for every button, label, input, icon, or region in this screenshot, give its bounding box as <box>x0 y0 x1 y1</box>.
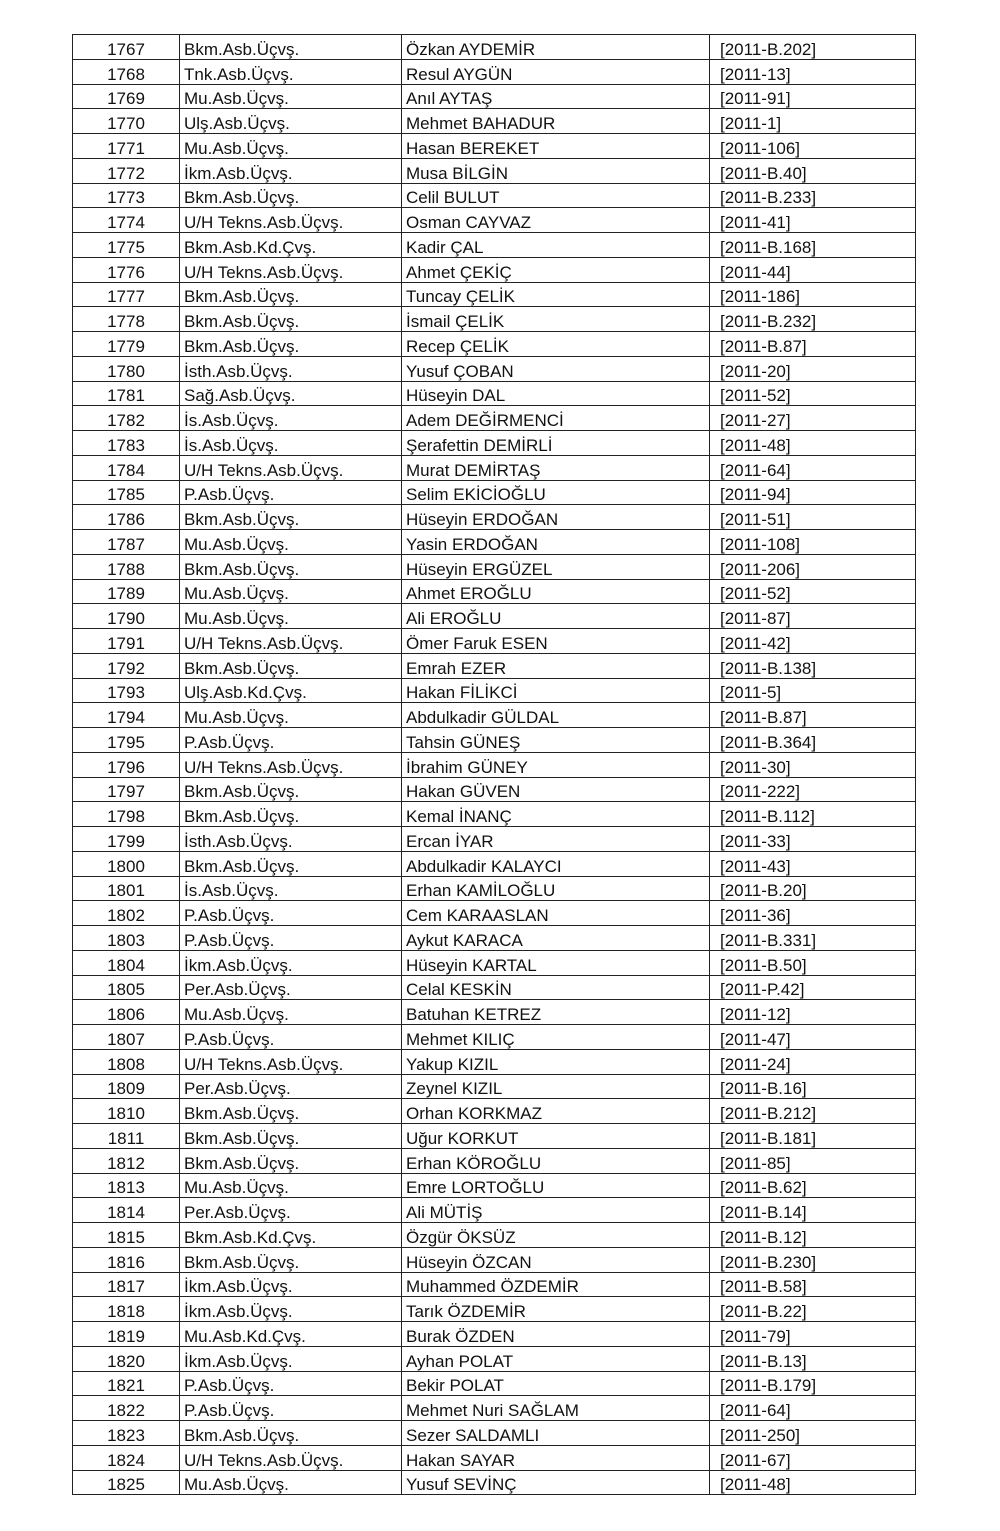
row-number-cell: 1809 <box>73 1074 180 1099</box>
row-number-cell: 1795 <box>73 728 180 753</box>
row-number-cell: 1813 <box>73 1173 180 1198</box>
row-number-cell: 1786 <box>73 505 180 530</box>
table-row <box>73 777 916 802</box>
table-row <box>73 233 916 258</box>
rank-cell: İkm.Asb.Üçvş. <box>180 950 402 975</box>
rank-cell: Bkm.Asb.Üçvş. <box>180 183 402 208</box>
rank-cell: U/H Tekns.Asb.Üçvş. <box>180 1049 402 1074</box>
rank-cell: P.Asb.Üçvş. <box>180 1025 402 1050</box>
full-name-cell: Yakup KIZIL <box>402 1049 710 1074</box>
reference-code-cell: [2011-64] <box>710 1396 916 1421</box>
reference-code-cell: [2011-B.331] <box>710 926 916 951</box>
reference-code-cell: [2011-B.232] <box>710 307 916 332</box>
table-row <box>73 1148 916 1173</box>
row-number-cell: 1794 <box>73 703 180 728</box>
reference-code-cell: [2011-91] <box>710 84 916 109</box>
row-number-cell: 1776 <box>73 257 180 282</box>
full-name-cell: Tahsin GÜNEŞ <box>402 728 710 753</box>
table-row <box>73 35 916 60</box>
table-row <box>73 1198 916 1223</box>
full-name-cell: Abdulkadir GÜLDAL <box>402 703 710 728</box>
row-number-cell: 1772 <box>73 158 180 183</box>
table-row <box>73 59 916 84</box>
full-name-cell: Aykut KARACA <box>402 926 710 951</box>
reference-code-cell: [2011-13] <box>710 59 916 84</box>
reference-code-cell: [2011-B.138] <box>710 653 916 678</box>
table-row <box>73 1099 916 1124</box>
rank-cell: P.Asb.Üçvş. <box>180 1371 402 1396</box>
full-name-cell: Hüseyin ERGÜZEL <box>402 554 710 579</box>
reference-code-cell: [2011-12] <box>710 1000 916 1025</box>
row-number-cell: 1792 <box>73 653 180 678</box>
table-row <box>73 876 916 901</box>
rank-cell: Bkm.Asb.Üçvş. <box>180 1099 402 1124</box>
reference-code-cell: [2011-42] <box>710 629 916 654</box>
row-number-cell: 1814 <box>73 1198 180 1223</box>
row-number-cell: 1807 <box>73 1025 180 1050</box>
rank-cell: Bkm.Asb.Üçvş. <box>180 653 402 678</box>
full-name-cell: İbrahim GÜNEY <box>402 752 710 777</box>
table-row <box>73 1247 916 1272</box>
reference-code-cell: [2011-222] <box>710 777 916 802</box>
table-row <box>73 1025 916 1050</box>
table-row <box>73 158 916 183</box>
rank-cell: P.Asb.Üçvş. <box>180 926 402 951</box>
table-row <box>73 1223 916 1248</box>
reference-code-cell: [2011-51] <box>710 505 916 530</box>
full-name-cell: Muhammed ÖZDEMİR <box>402 1272 710 1297</box>
table-row <box>73 703 916 728</box>
rank-cell: İsth.Asb.Üçvş. <box>180 827 402 852</box>
full-name-cell: Emre LORTOĞLU <box>402 1173 710 1198</box>
full-name-cell: Selim EKİCİOĞLU <box>402 480 710 505</box>
reference-code-cell: [2011-24] <box>710 1049 916 1074</box>
table-row <box>73 257 916 282</box>
table-row <box>73 1371 916 1396</box>
full-name-cell: İsmail ÇELİK <box>402 307 710 332</box>
table-row <box>73 1470 916 1495</box>
rank-cell: Bkm.Asb.Üçvş. <box>180 35 402 60</box>
table-row <box>73 1049 916 1074</box>
reference-code-cell: [2011-B.13] <box>710 1346 916 1371</box>
reference-code-cell: [2011-44] <box>710 257 916 282</box>
full-name-cell: Mehmet KILIÇ <box>402 1025 710 1050</box>
table-row <box>73 728 916 753</box>
rank-cell: Bkm.Asb.Üçvş. <box>180 282 402 307</box>
rank-cell: Bkm.Asb.Kd.Çvş. <box>180 233 402 258</box>
reference-code-cell: [2011-B.212] <box>710 1099 916 1124</box>
rank-cell: Per.Asb.Üçvş. <box>180 1074 402 1099</box>
reference-code-cell: [2011-206] <box>710 554 916 579</box>
rank-cell: U/H Tekns.Asb.Üçvş. <box>180 752 402 777</box>
reference-code-cell: [2011-30] <box>710 752 916 777</box>
row-number-cell: 1771 <box>73 134 180 159</box>
table-row <box>73 406 916 431</box>
reference-code-cell: [2011-33] <box>710 827 916 852</box>
table-row <box>73 480 916 505</box>
personnel-table <box>72 34 916 1495</box>
full-name-cell: Ercan İYAR <box>402 827 710 852</box>
rank-cell: U/H Tekns.Asb.Üçvş. <box>180 629 402 654</box>
row-number-cell: 1815 <box>73 1223 180 1248</box>
rank-cell: Sağ.Asb.Üçvş. <box>180 381 402 406</box>
row-number-cell: 1769 <box>73 84 180 109</box>
row-number-cell: 1806 <box>73 1000 180 1025</box>
rank-cell: Mu.Asb.Üçvş. <box>180 84 402 109</box>
row-number-cell: 1798 <box>73 802 180 827</box>
table-row <box>73 1074 916 1099</box>
table-row <box>73 678 916 703</box>
reference-code-cell: [2011-250] <box>710 1421 916 1446</box>
row-number-cell: 1820 <box>73 1346 180 1371</box>
row-number-cell: 1774 <box>73 208 180 233</box>
full-name-cell: Ahmet ÇEKİÇ <box>402 257 710 282</box>
full-name-cell: Hüseyin ÖZCAN <box>402 1247 710 1272</box>
row-number-cell: 1805 <box>73 975 180 1000</box>
full-name-cell: Anıl AYTAŞ <box>402 84 710 109</box>
full-name-cell: Adem DEĞİRMENCİ <box>402 406 710 431</box>
rank-cell: Mu.Asb.Üçvş. <box>180 134 402 159</box>
table-row <box>73 208 916 233</box>
full-name-cell: Hüseyin KARTAL <box>402 950 710 975</box>
reference-code-cell: [2011-87] <box>710 604 916 629</box>
row-number-cell: 1788 <box>73 554 180 579</box>
full-name-cell: Kemal İNANÇ <box>402 802 710 827</box>
rank-cell: Mu.Asb.Üçvş. <box>180 604 402 629</box>
full-name-cell: Tarık ÖZDEMİR <box>402 1297 710 1322</box>
full-name-cell: Resul AYGÜN <box>402 59 710 84</box>
row-number-cell: 1783 <box>73 431 180 456</box>
rank-cell: Mu.Asb.Üçvş. <box>180 1000 402 1025</box>
full-name-cell: Abdulkadir KALAYCI <box>402 851 710 876</box>
table-row <box>73 455 916 480</box>
rank-cell: P.Asb.Üçvş. <box>180 1396 402 1421</box>
reference-code-cell: [2011-48] <box>710 431 916 456</box>
rank-cell: Bkm.Asb.Üçvş. <box>180 1148 402 1173</box>
full-name-cell: Uğur KORKUT <box>402 1124 710 1149</box>
table-row <box>73 827 916 852</box>
full-name-cell: Batuhan KETREZ <box>402 1000 710 1025</box>
full-name-cell: Cem KARAASLAN <box>402 901 710 926</box>
row-number-cell: 1824 <box>73 1445 180 1470</box>
row-number-cell: 1819 <box>73 1322 180 1347</box>
reference-code-cell: [2011-B.20] <box>710 876 916 901</box>
full-name-cell: Yusuf ÇOBAN <box>402 356 710 381</box>
row-number-cell: 1785 <box>73 480 180 505</box>
rank-cell: İs.Asb.Üçvş. <box>180 406 402 431</box>
row-number-cell: 1796 <box>73 752 180 777</box>
full-name-cell: Yasin ERDOĞAN <box>402 530 710 555</box>
row-number-cell: 1789 <box>73 579 180 604</box>
full-name-cell: Hakan GÜVEN <box>402 777 710 802</box>
row-number-cell: 1782 <box>73 406 180 431</box>
table-row <box>73 752 916 777</box>
rank-cell: Bkm.Asb.Üçvş. <box>180 1247 402 1272</box>
reference-code-cell: [2011-64] <box>710 455 916 480</box>
reference-code-cell: [2011-B.87] <box>710 332 916 357</box>
reference-code-cell: [2011-108] <box>710 530 916 555</box>
reference-code-cell: [2011-41] <box>710 208 916 233</box>
row-number-cell: 1825 <box>73 1470 180 1495</box>
table-row <box>73 579 916 604</box>
reference-code-cell: [2011-B.202] <box>710 35 916 60</box>
full-name-cell: Hakan SAYAR <box>402 1445 710 1470</box>
row-number-cell: 1780 <box>73 356 180 381</box>
reference-code-cell: [2011-B.14] <box>710 1198 916 1223</box>
row-number-cell: 1779 <box>73 332 180 357</box>
table-row <box>73 1124 916 1149</box>
rank-cell: Per.Asb.Üçvş. <box>180 975 402 1000</box>
row-number-cell: 1822 <box>73 1396 180 1421</box>
row-number-cell: 1768 <box>73 59 180 84</box>
row-number-cell: 1800 <box>73 851 180 876</box>
rank-cell: Tnk.Asb.Üçvş. <box>180 59 402 84</box>
table-row <box>73 431 916 456</box>
table-row <box>73 505 916 530</box>
rank-cell: Bkm.Asb.Üçvş. <box>180 332 402 357</box>
reference-code-cell: [2011-186] <box>710 282 916 307</box>
full-name-cell: Özgür ÖKSÜZ <box>402 1223 710 1248</box>
row-number-cell: 1787 <box>73 530 180 555</box>
reference-code-cell: [2011-48] <box>710 1470 916 1495</box>
reference-code-cell: [2011-85] <box>710 1148 916 1173</box>
full-name-cell: Zeynel KIZIL <box>402 1074 710 1099</box>
row-number-cell: 1804 <box>73 950 180 975</box>
full-name-cell: Hüseyin DAL <box>402 381 710 406</box>
row-number-cell: 1775 <box>73 233 180 258</box>
table-row <box>73 1445 916 1470</box>
reference-code-cell: [2011-47] <box>710 1025 916 1050</box>
table-row <box>73 84 916 109</box>
table-row <box>73 307 916 332</box>
full-name-cell: Tuncay ÇELİK <box>402 282 710 307</box>
row-number-cell: 1801 <box>73 876 180 901</box>
reference-code-cell: [2011-1] <box>710 109 916 134</box>
table-row <box>73 653 916 678</box>
full-name-cell: Mehmet BAHADUR <box>402 109 710 134</box>
table-row <box>73 1322 916 1347</box>
reference-code-cell: [2011-20] <box>710 356 916 381</box>
full-name-cell: Ayhan POLAT <box>402 1346 710 1371</box>
reference-code-cell: [2011-B.179] <box>710 1371 916 1396</box>
full-name-cell: Mehmet Nuri SAĞLAM <box>402 1396 710 1421</box>
reference-code-cell: [2011-52] <box>710 579 916 604</box>
row-number-cell: 1802 <box>73 901 180 926</box>
rank-cell: Mu.Asb.Üçvş. <box>180 579 402 604</box>
reference-code-cell: [2011-106] <box>710 134 916 159</box>
full-name-cell: Sezer SALDAMLI <box>402 1421 710 1446</box>
rank-cell: İsth.Asb.Üçvş. <box>180 356 402 381</box>
rank-cell: P.Asb.Üçvş. <box>180 728 402 753</box>
full-name-cell: Bekir POLAT <box>402 1371 710 1396</box>
table-row <box>73 851 916 876</box>
full-name-cell: Hüseyin ERDOĞAN <box>402 505 710 530</box>
table-row <box>73 629 916 654</box>
rank-cell: U/H Tekns.Asb.Üçvş. <box>180 257 402 282</box>
rank-cell: Bkm.Asb.Üçvş. <box>180 554 402 579</box>
rank-cell: Bkm.Asb.Üçvş. <box>180 1421 402 1446</box>
full-name-cell: Celal KESKİN <box>402 975 710 1000</box>
reference-code-cell: [2011-94] <box>710 480 916 505</box>
table-row <box>73 1000 916 1025</box>
reference-code-cell: [2011-B.58] <box>710 1272 916 1297</box>
row-number-cell: 1816 <box>73 1247 180 1272</box>
rank-cell: Mu.Asb.Kd.Çvş. <box>180 1322 402 1347</box>
full-name-cell: Musa BİLGİN <box>402 158 710 183</box>
rank-cell: Mu.Asb.Üçvş. <box>180 1173 402 1198</box>
table-row <box>73 356 916 381</box>
full-name-cell: Şerafettin DEMİRLİ <box>402 431 710 456</box>
row-number-cell: 1808 <box>73 1049 180 1074</box>
full-name-cell: Erhan KÖROĞLU <box>402 1148 710 1173</box>
reference-code-cell: [2011-43] <box>710 851 916 876</box>
row-number-cell: 1823 <box>73 1421 180 1446</box>
reference-code-cell: [2011-B.12] <box>710 1223 916 1248</box>
table-row <box>73 926 916 951</box>
reference-code-cell: [2011-B.168] <box>710 233 916 258</box>
full-name-cell: Erhan KAMİLOĞLU <box>402 876 710 901</box>
reference-code-cell: [2011-5] <box>710 678 916 703</box>
rank-cell: Per.Asb.Üçvş. <box>180 1198 402 1223</box>
row-number-cell: 1781 <box>73 381 180 406</box>
full-name-cell: Ali MÜTİŞ <box>402 1198 710 1223</box>
table-row <box>73 109 916 134</box>
table-row <box>73 134 916 159</box>
reference-code-cell: [2011-B.364] <box>710 728 916 753</box>
rank-cell: Ulş.Asb.Üçvş. <box>180 109 402 134</box>
full-name-cell: Murat DEMİRTAŞ <box>402 455 710 480</box>
table-row <box>73 282 916 307</box>
rank-cell: U/H Tekns.Asb.Üçvş. <box>180 455 402 480</box>
full-name-cell: Recep ÇELİK <box>402 332 710 357</box>
rank-cell: Bkm.Asb.Üçvş. <box>180 777 402 802</box>
reference-code-cell: [2011-27] <box>710 406 916 431</box>
reference-code-cell: [2011-36] <box>710 901 916 926</box>
full-name-cell: Celil BULUT <box>402 183 710 208</box>
table-row <box>73 1421 916 1446</box>
rank-cell: İs.Asb.Üçvş. <box>180 876 402 901</box>
row-number-cell: 1777 <box>73 282 180 307</box>
row-number-cell: 1790 <box>73 604 180 629</box>
rank-cell: U/H Tekns.Asb.Üçvş. <box>180 1445 402 1470</box>
row-number-cell: 1791 <box>73 629 180 654</box>
full-name-cell: Burak ÖZDEN <box>402 1322 710 1347</box>
rank-cell: Mu.Asb.Üçvş. <box>180 530 402 555</box>
full-name-cell: Ahmet EROĞLU <box>402 579 710 604</box>
rank-cell: P.Asb.Üçvş. <box>180 480 402 505</box>
rank-cell: Mu.Asb.Üçvş. <box>180 1470 402 1495</box>
rank-cell: P.Asb.Üçvş. <box>180 901 402 926</box>
table-row <box>73 554 916 579</box>
full-name-cell: Osman CAYVAZ <box>402 208 710 233</box>
row-number-cell: 1797 <box>73 777 180 802</box>
row-number-cell: 1773 <box>73 183 180 208</box>
rank-cell: İkm.Asb.Üçvş. <box>180 1297 402 1322</box>
reference-code-cell: [2011-79] <box>710 1322 916 1347</box>
full-name-cell: Ömer Faruk ESEN <box>402 629 710 654</box>
row-number-cell: 1821 <box>73 1371 180 1396</box>
full-name-cell: Hakan FİLİKCİ <box>402 678 710 703</box>
row-number-cell: 1770 <box>73 109 180 134</box>
row-number-cell: 1810 <box>73 1099 180 1124</box>
full-name-cell: Hasan BEREKET <box>402 134 710 159</box>
reference-code-cell: [2011-B.112] <box>710 802 916 827</box>
table-row <box>73 802 916 827</box>
row-number-cell: 1803 <box>73 926 180 951</box>
row-number-cell: 1817 <box>73 1272 180 1297</box>
table-row <box>73 1173 916 1198</box>
row-number-cell: 1784 <box>73 455 180 480</box>
rank-cell: İkm.Asb.Üçvş. <box>180 158 402 183</box>
row-number-cell: 1799 <box>73 827 180 852</box>
rank-cell: Bkm.Asb.Üçvş. <box>180 851 402 876</box>
reference-code-cell: [2011-P.42] <box>710 975 916 1000</box>
rank-cell: Mu.Asb.Üçvş. <box>180 703 402 728</box>
full-name-cell: Orhan KORKMAZ <box>402 1099 710 1124</box>
rank-cell: Bkm.Asb.Üçvş. <box>180 1124 402 1149</box>
table-row <box>73 530 916 555</box>
personnel-table-body <box>73 35 916 1495</box>
table-row <box>73 381 916 406</box>
reference-code-cell: [2011-52] <box>710 381 916 406</box>
row-number-cell: 1811 <box>73 1124 180 1149</box>
rank-cell: Bkm.Asb.Kd.Çvş. <box>180 1223 402 1248</box>
table-row <box>73 950 916 975</box>
rank-cell: İs.Asb.Üçvş. <box>180 431 402 456</box>
full-name-cell: Ali EROĞLU <box>402 604 710 629</box>
table-row <box>73 1272 916 1297</box>
reference-code-cell: [2011-B.87] <box>710 703 916 728</box>
table-row <box>73 975 916 1000</box>
reference-code-cell: [2011-B.40] <box>710 158 916 183</box>
full-name-cell: Özkan AYDEMİR <box>402 35 710 60</box>
reference-code-cell: [2011-B.62] <box>710 1173 916 1198</box>
full-name-cell: Kadir ÇAL <box>402 233 710 258</box>
table-row <box>73 183 916 208</box>
table-row <box>73 1396 916 1421</box>
reference-code-cell: [2011-B.233] <box>710 183 916 208</box>
table-row <box>73 332 916 357</box>
rank-cell: Ulş.Asb.Kd.Çvş. <box>180 678 402 703</box>
row-number-cell: 1767 <box>73 35 180 60</box>
reference-code-cell: [2011-B.181] <box>710 1124 916 1149</box>
table-row <box>73 901 916 926</box>
rank-cell: Bkm.Asb.Üçvş. <box>180 307 402 332</box>
row-number-cell: 1812 <box>73 1148 180 1173</box>
table-row <box>73 1346 916 1371</box>
rank-cell: İkm.Asb.Üçvş. <box>180 1272 402 1297</box>
rank-cell: Bkm.Asb.Üçvş. <box>180 505 402 530</box>
row-number-cell: 1778 <box>73 307 180 332</box>
reference-code-cell: [2011-B.50] <box>710 950 916 975</box>
full-name-cell: Yusuf SEVİNÇ <box>402 1470 710 1495</box>
rank-cell: U/H Tekns.Asb.Üçvş. <box>180 208 402 233</box>
reference-code-cell: [2011-B.16] <box>710 1074 916 1099</box>
row-number-cell: 1818 <box>73 1297 180 1322</box>
table-row <box>73 604 916 629</box>
full-name-cell: Emrah EZER <box>402 653 710 678</box>
reference-code-cell: [2011-B.230] <box>710 1247 916 1272</box>
rank-cell: Bkm.Asb.Üçvş. <box>180 802 402 827</box>
rank-cell: İkm.Asb.Üçvş. <box>180 1346 402 1371</box>
row-number-cell: 1793 <box>73 678 180 703</box>
table-row <box>73 1297 916 1322</box>
reference-code-cell: [2011-67] <box>710 1445 916 1470</box>
reference-code-cell: [2011-B.22] <box>710 1297 916 1322</box>
